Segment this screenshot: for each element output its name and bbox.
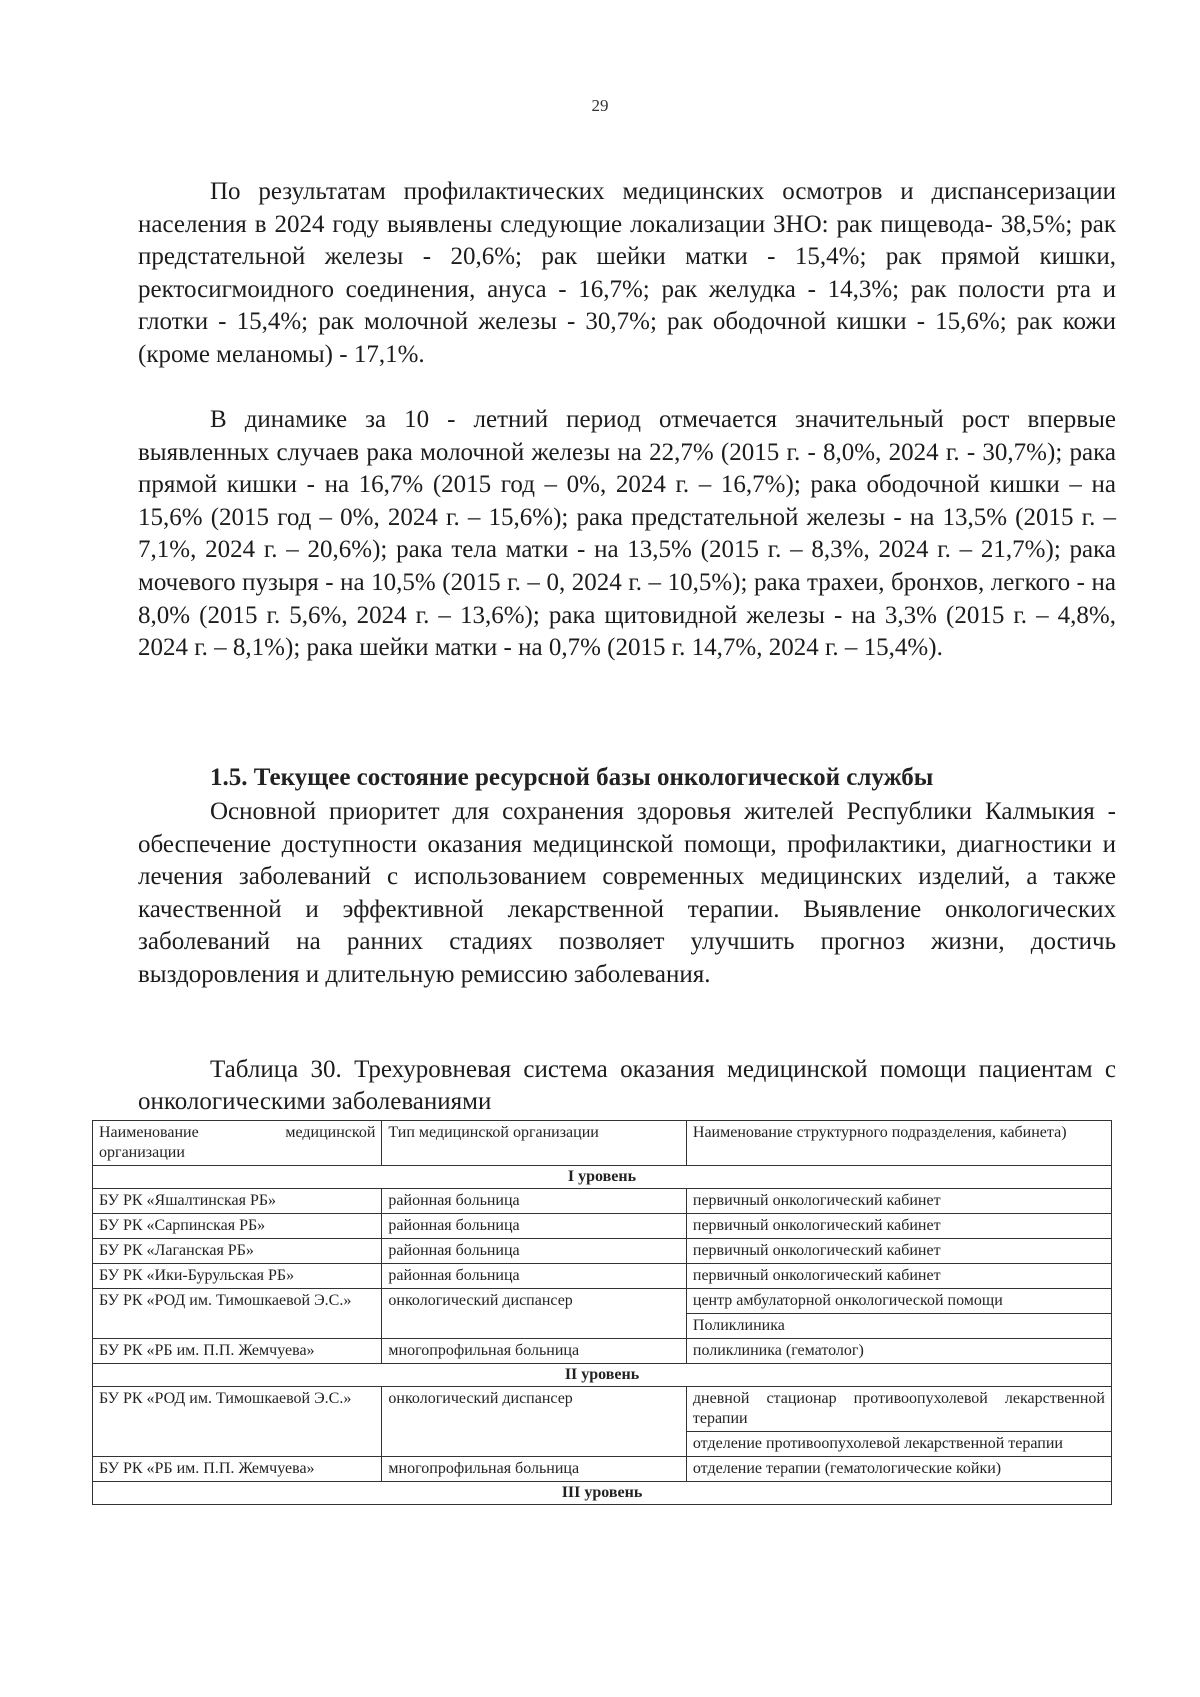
org-cell: БУ РК «РБ им. П.П. Жемчуева»: [93, 1457, 382, 1482]
header-unit: Наименование структурного подразделения, кабинета): [686, 1121, 1111, 1166]
unit-cell: поликлиника (гематолог): [686, 1339, 1111, 1364]
level-3-label: III уровень: [93, 1482, 1112, 1505]
org-cell: БУ РК «РБ им. П.П. Жемчуева»: [93, 1339, 382, 1364]
level-row: [93, 1166, 1112, 1189]
level-row: [93, 1364, 1112, 1387]
type-cell: районная больница: [382, 1214, 686, 1239]
table-row: [93, 1457, 1112, 1482]
type-cell: районная больница: [382, 1189, 686, 1214]
type-cell: многопрофильная больница: [382, 1457, 686, 1482]
level-2-label: II уровень: [93, 1364, 1112, 1387]
type-cell: онкологический диспансер: [382, 1387, 686, 1457]
table-header-row: [93, 1121, 1112, 1166]
paragraph-priority-text: Основной приоритет для сохранения здоровья жителей Республики Калмыкия - обеспечение доступности оказания медицинской помощи, профилактики, диагностики и лечения заболеваний с использованием современных медицинских изделий, а также качественной и эффективной лекарственной терапии. Выявление онкологических заболеваний на ранних стадиях позволяет улучшить прогноз жизни, достичь выздоровления и длительную ремиссию заболевания.: [138, 798, 1116, 988]
section-heading: 1.5. Текущее состояние ресурсной базы онкологической службы: [210, 764, 934, 791]
paragraph-screening-text: По результатам профилактических медицинских осмотров и диспансеризации населения в 2024 году выявлены следующие локализации ЗНО: рак пищевода- 38,5%; рак предстательной железы - 20,6%; рак шейки матки - 15,4%; рак прямой кишки, ректосигмоидного соединения, ануса - 16,7%; рак желудка - 14,3%; рак полости рта и глотки - 15,4%; рак молочной железы - 30,7%; рак ободочной кишки - 15,6%; рак кожи (кроме меланомы) - 17,1%.: [138, 178, 1116, 368]
unit-cell: дневной стационар противоопухолевой лекарственной терапии: [686, 1387, 1111, 1432]
org-cell: БУ РК «Ики-Бурульская РБ»: [93, 1264, 382, 1289]
type-cell: онкологический диспансер: [382, 1289, 686, 1339]
table-row: [93, 1264, 1112, 1289]
unit-cell: первичный онкологический кабинет: [686, 1239, 1111, 1264]
table-caption: Таблица 30. Трехуровневая система оказания медицинской помощи пациентам с онкологическими заболеваниями: [138, 1056, 1116, 1115]
unit-cell: первичный онкологический кабинет: [686, 1189, 1111, 1214]
org-cell: БУ РК «Яшалтинская РБ»: [93, 1189, 382, 1214]
table-row: [93, 1239, 1112, 1264]
unit-cell: отделение противоопухолевой лекарственной терапии: [686, 1432, 1111, 1457]
org-cell: БУ РК «РОД им. Тимошкаевой Э.С.»: [93, 1289, 382, 1339]
table-row: [93, 1339, 1112, 1364]
org-cell: БУ РК «Лаганская РБ»: [93, 1239, 382, 1264]
org-cell: БУ РК «Сарпинская РБ»: [93, 1214, 382, 1239]
level-1-label: I уровень: [93, 1166, 1112, 1189]
unit-cell: первичный онкологический кабинет: [686, 1214, 1111, 1239]
table-row: [93, 1387, 1112, 1432]
level-row: [93, 1482, 1112, 1505]
table-row: [93, 1214, 1112, 1239]
unit-cell: первичный онкологический кабинет: [686, 1264, 1111, 1289]
paragraph-dynamics: [138, 404, 1116, 665]
org-cell: БУ РК «РОД им. Тимошкаевой Э.С.»: [93, 1387, 382, 1457]
type-cell: многопрофильная больница: [382, 1339, 686, 1364]
paragraph-priority: [138, 796, 1116, 992]
table-row: [93, 1289, 1112, 1314]
table-row: [93, 1189, 1112, 1214]
unit-cell: отделение терапии (гематологические койки): [686, 1457, 1111, 1482]
care-levels-table: [92, 1120, 1112, 1505]
unit-cell: центр амбулаторной онкологической помощи: [686, 1289, 1111, 1314]
type-cell: районная больница: [382, 1264, 686, 1289]
type-cell: районная больница: [382, 1239, 686, 1264]
header-org: Наименование медицинской организации: [93, 1121, 382, 1166]
paragraph-screening: [138, 176, 1116, 372]
unit-cell: Поликлиника: [686, 1314, 1111, 1339]
page-number: 29: [591, 96, 609, 115]
header-type: Тип медицинской организации: [382, 1121, 686, 1166]
paragraph-dynamics-text: В динамике за 10 - летний период отмечается значительный рост впервые выявленных случаев рака молочной железы на 22,7% (2015 г. - 8,0%, 2024 г. - 30,7%); рака прямой кишки - на 16,7% (2015 год – 0%, 2024 г. – 16,7%); рака ободочной кишки – на 15,6% (2015 год – 0%, 2024 г. – 15,6%); рака предстательной железы - на 13,5% (2015 г. – 7,1%, 2024 г. – 20,6%); рака тела матки - на 13,5% (2015 г. – 8,3%, 2024 г. – 21,7%); рака мочевого пузыря - на 10,5% (2015 г. – 0, 2024 г. – 10,5%); рака трахеи, бронхов, легкого - на 8,0% (2015 г. 5,6%, 2024 г. – 13,6%); рака щитовидной железы - на 3,3% (2015 г. – 4,8%, 2024 г. – 8,1%); рака шейки матки - на 0,7% (2015 г. 14,7%, 2024 г. – 15,4%).: [138, 406, 1116, 662]
